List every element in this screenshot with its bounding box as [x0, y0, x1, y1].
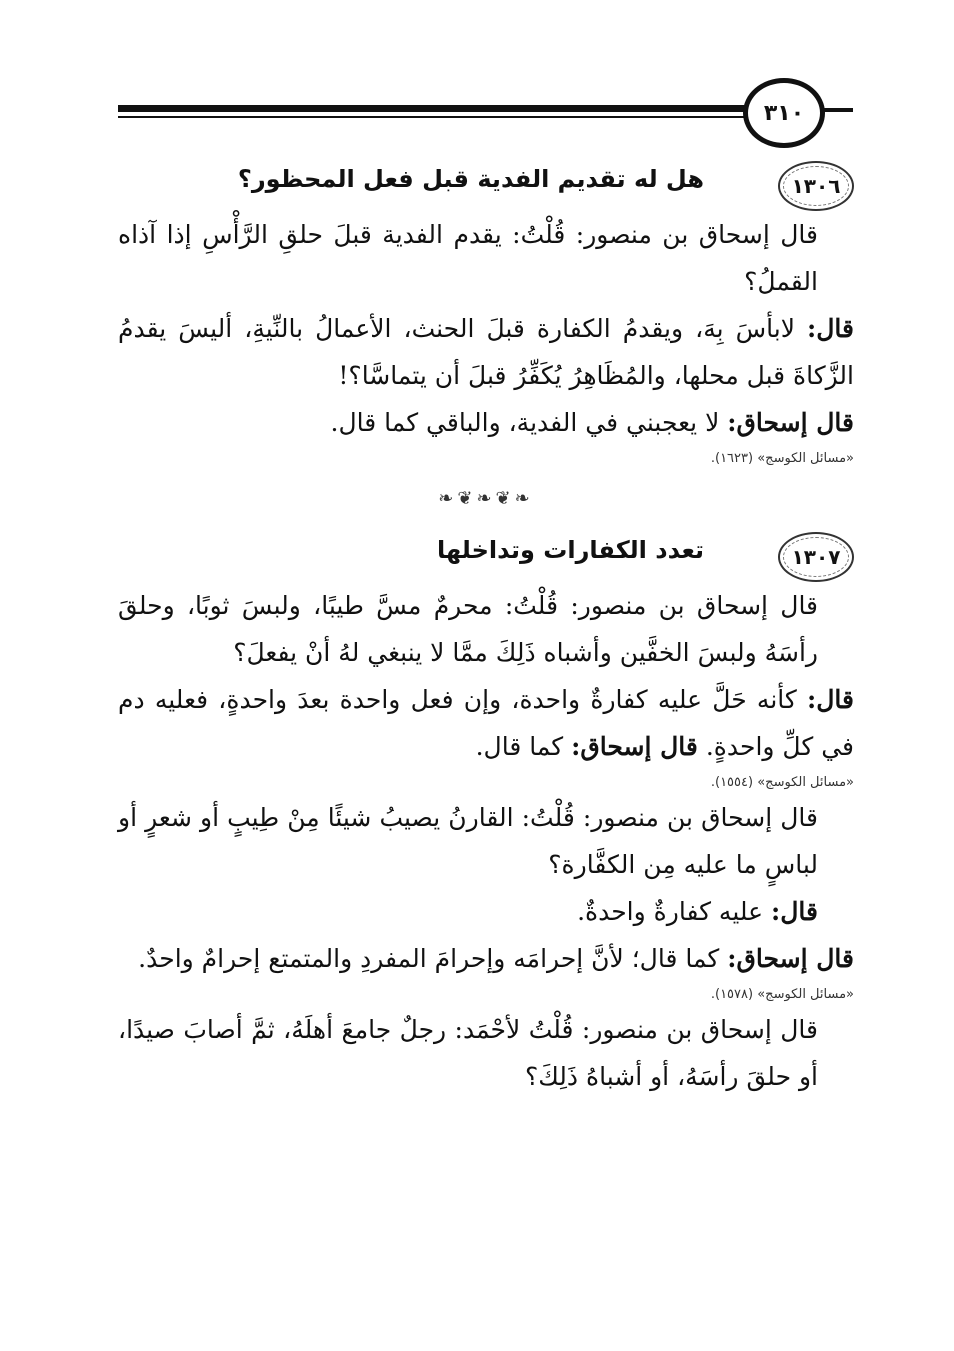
answer-label: قال:: [807, 314, 854, 343]
answer-paragraph: [118, 305, 854, 399]
header-rule-thick: [118, 105, 758, 112]
question-text: رجلٌ جامعَ أهلَهُ، ثمَّ أصابَ صيدًا، أو حلقَ رأسَهُ، أو أشباهُ ذَلِكَ؟: [118, 1015, 818, 1091]
section-title: تعدد الكفارات وتداخلها: [436, 536, 704, 564]
source-citation: «مسائل الكوسج» (١٦٢٣).: [710, 451, 854, 466]
section-number-medallion: [778, 532, 854, 582]
source-citation: «مسائل الكوسج» (١٥٧٨).: [710, 987, 854, 1002]
section-heading-1306: [118, 155, 854, 211]
ishaq-label: قال إسحاق:: [727, 944, 854, 973]
answer-text: عليه كفارةٌ واحدةٌ.: [577, 897, 764, 926]
question-paragraph: [118, 211, 854, 305]
question-label: قال إسحاق بن منصور: قُلْتُ:: [521, 803, 818, 832]
answer-text: لابأسَ بِهَ، ويقدمُ الكفارة قبلَ الحنث، الأعمالُ بالنِّيةِ، أليسَ يقدمُ الزَّكاةَ قبل محلها، والمُظَاهِرُ يُكَفِّرُ قبلَ أن يتماسَّا؟!: [118, 314, 854, 390]
answer-label: قال:: [771, 897, 818, 926]
answer-paragraph: [118, 676, 854, 770]
question-text: محرمٌ مسَّ طيبًا، ولبسَ ثوبًا، وحلقَ رأسَهُ ولبسَ الخفَّين وأشباه ذَلِكَ ممَّا لا ينبغي لهُ أنْ يفعلَ؟: [118, 591, 818, 667]
page-body: [118, 155, 854, 1100]
question-paragraph: [118, 582, 854, 676]
section-title: هل له تقديم الفدية قبل فعل المحظور؟: [237, 165, 704, 193]
ishaq-label: قال إسحاق:: [727, 408, 854, 437]
page-header: [118, 78, 854, 144]
ornamental-divider: ❧❦❧❦❧: [438, 487, 534, 509]
ishaq-text: لا يعجبني في الفدية، والباقي كما قال.: [330, 408, 720, 437]
header-rule-tail: [823, 108, 853, 112]
answer-paragraph: [118, 888, 854, 935]
question-text: القارنُ يصيبُ شيئًا مِنْ طِيبٍ أو شعرٍ أو لباسٍ ما عليه مِن الكفَّارة؟: [118, 803, 818, 879]
section-number: ١٣٠٧: [791, 545, 841, 569]
question-label: قال إسحاق بن منصور: قُلْتُ:: [504, 591, 819, 620]
ishaq-text: كما قال؛ لأنَّ إحرامَه وإحرامَ المفردِ والمتمتع إحرامٌ واحدٌ.: [138, 944, 720, 973]
question-paragraph: [118, 1006, 854, 1100]
ishaq-answer-paragraph: [118, 399, 854, 446]
ishaq-label: قال إسحاق:: [571, 732, 698, 761]
section-number-medallion: [778, 161, 854, 211]
source-citation: «مسائل الكوسج» (١٥٥٤).: [710, 775, 854, 790]
ishaq-answer-paragraph: [118, 935, 854, 982]
question-label: قال إسحاق بن منصور: قُلْتُ لأحْمَد:: [454, 1015, 818, 1044]
section-heading-1307: [118, 526, 854, 582]
answer-label: قال:: [807, 685, 854, 714]
question-label: قال إسحاق بن منصور: قُلْتُ:: [512, 220, 818, 249]
question-text: يقدم الفدية قبلَ حلقِ الرَّأْسِ إذا آذاه القملُ؟: [118, 220, 818, 296]
question-paragraph: [118, 794, 854, 888]
header-rule-thin: [118, 116, 758, 118]
page-number: ٣١٠: [743, 78, 825, 148]
section-number: ١٣٠٦: [791, 174, 841, 198]
ishaq-text: كما قال.: [475, 732, 564, 761]
answer-text: كأنه حَلَّ عليه كفارةٌ واحدة، وإن فعل واحدة بعدَ واحدةٍ، فعليه دم في كلِّ واحدةٍ.: [118, 685, 854, 761]
